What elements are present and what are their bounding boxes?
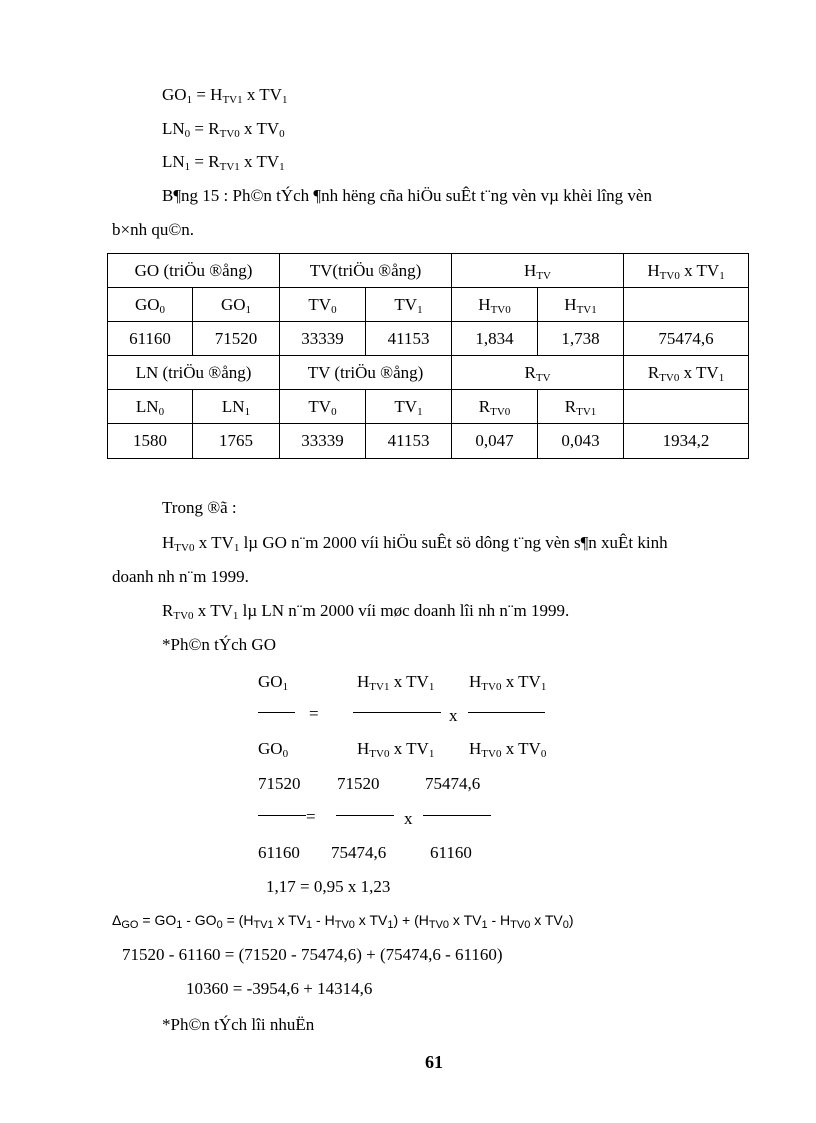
subheader-tv0 <box>280 288 366 322</box>
text: = (H <box>222 912 254 928</box>
text: H <box>162 533 175 552</box>
table-cell: 1,738 <box>538 322 624 356</box>
subscript: TV0 <box>334 919 355 931</box>
table-cell: 33339 <box>280 322 366 356</box>
text: = R <box>190 152 220 171</box>
header-rtv0-x-tv1 <box>624 356 749 390</box>
table-cell: 41153 <box>366 424 452 459</box>
text: x TV <box>239 119 280 138</box>
subscript: 1 <box>428 748 435 760</box>
text: R <box>647 362 660 382</box>
text: H <box>524 260 537 280</box>
text: TV <box>394 294 418 314</box>
equals-sign: = <box>309 704 319 723</box>
subscript: 1 <box>417 405 423 418</box>
subscript: 0 <box>331 405 337 418</box>
frac1-num-mid <box>357 672 434 692</box>
frac2-den: 75474,6 <box>331 843 387 862</box>
header-htv <box>452 254 624 288</box>
table-cell: 33339 <box>280 424 366 459</box>
subscript: 1 <box>282 681 289 693</box>
formula-ln1 <box>162 152 285 172</box>
subheader-htv0 <box>452 288 538 322</box>
subheader-tv1 <box>366 288 452 322</box>
times-sign: x <box>404 809 413 828</box>
subscript: TV0 <box>369 748 390 760</box>
text: H <box>564 294 577 314</box>
fraction-bar <box>353 712 441 713</box>
subscript: 1 <box>540 681 547 693</box>
equals-sign: = <box>306 807 316 826</box>
subscript: 0 <box>562 919 569 931</box>
page-number: 61 <box>425 1052 443 1072</box>
subscript: 1 <box>428 681 435 693</box>
subscript: 0 <box>159 303 166 316</box>
subscript: TV0 <box>510 919 531 931</box>
text: lµ LN n¨m 2000 víi møc doanh lîi nh n¨m 1999. <box>238 601 570 620</box>
delta-symbol: Δ <box>112 912 122 928</box>
subscript: TV0 <box>173 610 194 622</box>
text: ) + (H <box>393 912 429 928</box>
text: LN <box>162 152 185 171</box>
subheader-ln0 <box>108 390 193 424</box>
text: x TV <box>530 912 563 928</box>
text: R <box>524 362 536 382</box>
subscript: 0 <box>184 128 191 140</box>
subscript: TV <box>536 269 551 282</box>
text: x TV <box>273 912 307 928</box>
frac2-den: 61160 <box>430 843 472 862</box>
note-paragraph-2 <box>162 601 569 621</box>
text: ) <box>568 912 574 928</box>
note-paragraph-1-cont: doanh nh n¨m 1999. <box>112 567 249 586</box>
subscript: TV1 <box>253 919 274 931</box>
text: x TV <box>354 912 388 928</box>
fraction-bar <box>258 712 295 713</box>
frac2-result: 1,17 = 0,95 x 1,23 <box>266 877 391 896</box>
text: H <box>647 260 660 280</box>
subscript: GO <box>121 919 139 931</box>
subscript: TV1 <box>222 94 243 106</box>
table-caption-line2: b×nh qu©n. <box>112 220 195 239</box>
frac1-den-right <box>469 739 546 759</box>
text: - H <box>487 912 511 928</box>
fraction-bar <box>423 815 491 816</box>
subscript: TV0 <box>490 303 511 316</box>
text: R <box>478 396 491 416</box>
subscript: 1 <box>176 919 183 931</box>
subscript: 1 <box>184 161 191 173</box>
subscript: 1 <box>719 269 725 282</box>
subscript: TV0 <box>481 748 502 760</box>
frac2-num: 71520 <box>258 774 301 793</box>
frac1-num-left <box>258 672 288 692</box>
subscript: 0 <box>216 919 223 931</box>
text: - H <box>312 912 335 928</box>
text: x TV <box>679 260 720 280</box>
subheader-ln1 <box>193 390 280 424</box>
fraction-bar <box>336 815 394 816</box>
formula-ln0 <box>162 119 285 139</box>
table-cell: 1,834 <box>452 322 538 356</box>
subscript: 1 <box>186 94 193 106</box>
fraction-bar <box>258 815 306 816</box>
text: = GO <box>138 912 177 928</box>
header-rtv <box>452 356 624 390</box>
text: H <box>469 739 482 758</box>
header-ln: LN (triÖu ®ång) <box>108 356 280 390</box>
subscript: 1 <box>233 542 240 554</box>
subscript: 1 <box>232 610 239 622</box>
header-tv: TV (triÖu ®ång) <box>280 356 452 390</box>
header-tv: TV(triÖu ®ång) <box>280 254 452 288</box>
subheader-htv1 <box>538 288 624 322</box>
frac1-num-right <box>469 672 546 692</box>
text: GO <box>162 85 187 104</box>
subscript: 0 <box>540 748 547 760</box>
fraction-bar <box>468 712 545 713</box>
subscript: TV1 <box>219 161 240 173</box>
text: x TV <box>449 912 482 928</box>
text: x TV <box>242 85 282 104</box>
text: H <box>357 739 370 758</box>
subscript: 1 <box>718 371 725 384</box>
text: H <box>478 294 491 314</box>
table-cell: 0,043 <box>538 424 624 459</box>
text: - GO <box>182 912 217 928</box>
subscript: 1 <box>481 919 488 931</box>
subscript: 1 <box>417 303 423 316</box>
text: TV <box>308 294 332 314</box>
table-cell: 41153 <box>366 322 452 356</box>
table-cell: 71520 <box>193 322 280 356</box>
table-cell: 1580 <box>108 424 193 459</box>
frac2-num: 75474,6 <box>425 774 481 793</box>
table-cell: 1934,2 <box>624 424 749 459</box>
delta-go-formula <box>112 910 574 930</box>
table-cell: 61160 <box>108 322 193 356</box>
text: lµ GO n¨m 2000 víi hiÖu suÊt sö dông t¨ng vèn s¶n xuÊt kinh <box>239 533 668 552</box>
table-cell: 0,047 <box>452 424 538 459</box>
subscript: TV0 <box>659 371 680 384</box>
frac1-den-left <box>258 739 288 759</box>
text: LN <box>221 396 245 416</box>
text: = H <box>192 85 223 104</box>
subscript: TV0 <box>219 128 240 140</box>
text: H <box>357 672 370 691</box>
header-go: GO (triÖu ®ång) <box>108 254 280 288</box>
text: H <box>469 672 482 691</box>
text: x TV <box>389 739 429 758</box>
text: x TV <box>501 672 541 691</box>
subscript: 0 <box>158 405 165 418</box>
times-sign: x <box>449 706 458 725</box>
table-caption-line1: B¶ng 15 : Ph©n tÝch ¶nh hëng cña hiÖu suÊt t¨ng vèn vµ khèi lîng vèn <box>162 186 652 205</box>
analysis-go-heading: *Ph©n tÝch GO <box>162 635 276 654</box>
subscript: 1 <box>245 303 252 316</box>
text: = R <box>190 119 220 138</box>
header-htv0-x-tv1 <box>624 254 749 288</box>
delta-result: 10360 = -3954,6 + 14314,6 <box>186 979 373 998</box>
subheader-rtv1 <box>538 390 624 424</box>
subheader-tv0 <box>280 390 366 424</box>
subheader-rtv0 <box>452 390 538 424</box>
table-cell: 1765 <box>193 424 280 459</box>
text: x TV <box>389 672 429 691</box>
text: GO <box>220 294 246 314</box>
analysis-profit-heading: *Ph©n tÝch lîi nhuËn <box>162 1015 315 1034</box>
text: R <box>564 396 577 416</box>
subscript: TV1 <box>576 405 597 418</box>
formula-go1 <box>162 85 287 105</box>
subscript: 1 <box>279 161 285 173</box>
subscript: TV0 <box>490 405 511 418</box>
subscript: 0 <box>282 748 289 760</box>
text: R <box>162 601 174 620</box>
subheader-go1 <box>193 288 280 322</box>
subscript: 0 <box>279 128 285 140</box>
subscript: TV1 <box>576 303 597 316</box>
text: TV <box>308 396 332 416</box>
text: x TV <box>193 601 233 620</box>
text: GO <box>134 294 160 314</box>
subheader-tv1 <box>366 390 452 424</box>
data-table <box>107 253 749 459</box>
frac2-num: 71520 <box>337 774 380 793</box>
subheader-go0 <box>108 288 193 322</box>
subscript: 1 <box>306 919 313 931</box>
text: x TV <box>194 533 234 552</box>
subscript: 1 <box>387 919 394 931</box>
subscript: 0 <box>331 303 337 316</box>
text: x TV <box>239 152 280 171</box>
delta-numeric: 71520 - 61160 = (71520 - 75474,6) + (75474,6 - 61160) <box>122 945 503 964</box>
text: x TV <box>679 362 719 382</box>
subscript: TV0 <box>481 681 502 693</box>
subscript: 1 <box>244 405 251 418</box>
subscript: TV <box>535 371 551 384</box>
subscript: TV0 <box>428 919 450 931</box>
note-paragraph-1 <box>162 533 740 553</box>
frac1-den-mid <box>357 739 434 759</box>
text: x TV <box>501 739 541 758</box>
text: LN <box>162 119 185 138</box>
frac2-den: 61160 <box>258 843 300 862</box>
table-cell: 75474,6 <box>624 322 749 356</box>
text: GO <box>258 739 283 758</box>
trong-do-label: Trong ®ã : <box>162 498 237 517</box>
empty-cell <box>624 390 749 424</box>
text: GO <box>258 672 283 691</box>
subscript: TV1 <box>369 681 390 693</box>
empty-cell <box>624 288 749 322</box>
subscript: 1 <box>281 94 288 106</box>
subscript: TV0 <box>174 542 195 554</box>
subscript: TV0 <box>659 269 680 282</box>
text: TV <box>394 396 418 416</box>
text: LN <box>135 396 159 416</box>
